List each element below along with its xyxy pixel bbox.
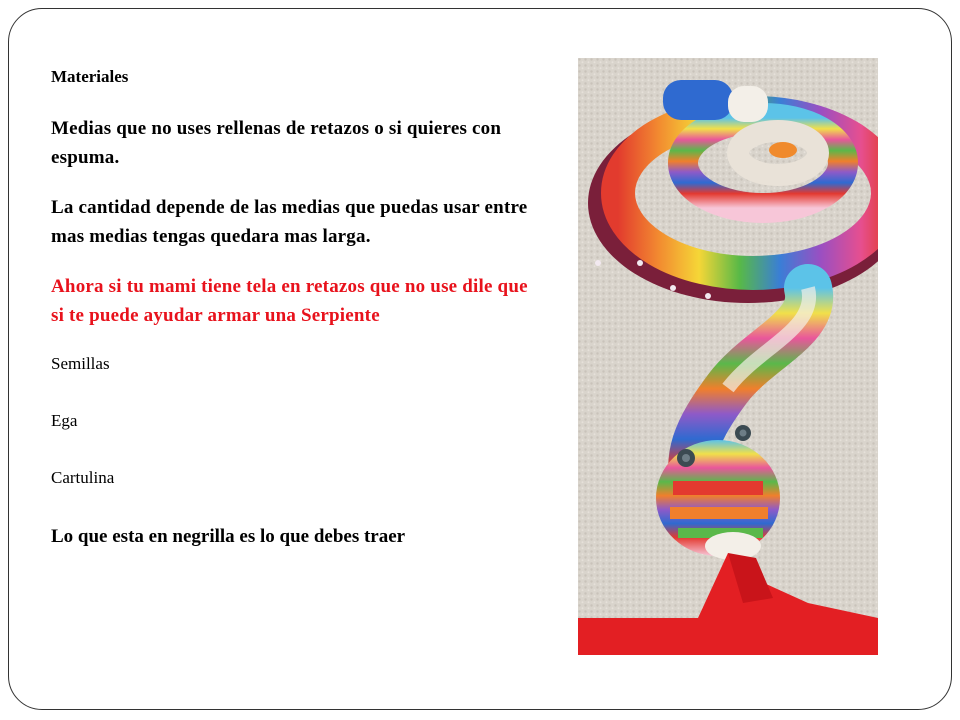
item-seeds: Semillas	[51, 354, 110, 373]
sock-snake-photo	[578, 58, 878, 655]
materials-heading: Materiales	[51, 67, 129, 86]
item-glue: Ega	[51, 411, 78, 430]
paragraph-socks: Medias que no uses rellenas de retazos o si quieres con espuma.	[51, 118, 502, 168]
text-column	[51, 64, 531, 551]
paragraph-quantity: La cantidad depende de las medias que puedas usar entre mas medias tengas quedara mas larga.	[51, 197, 528, 247]
closing-note: Lo que esta en negrilla es lo que debes traer	[51, 526, 406, 547]
item-cardboard: Cartulina	[51, 468, 115, 487]
paragraph-fabric-note: Ahora si tu mami tiene tela en retazos que no use dile que si te puede ayudar armar una Serpiente	[51, 276, 528, 326]
